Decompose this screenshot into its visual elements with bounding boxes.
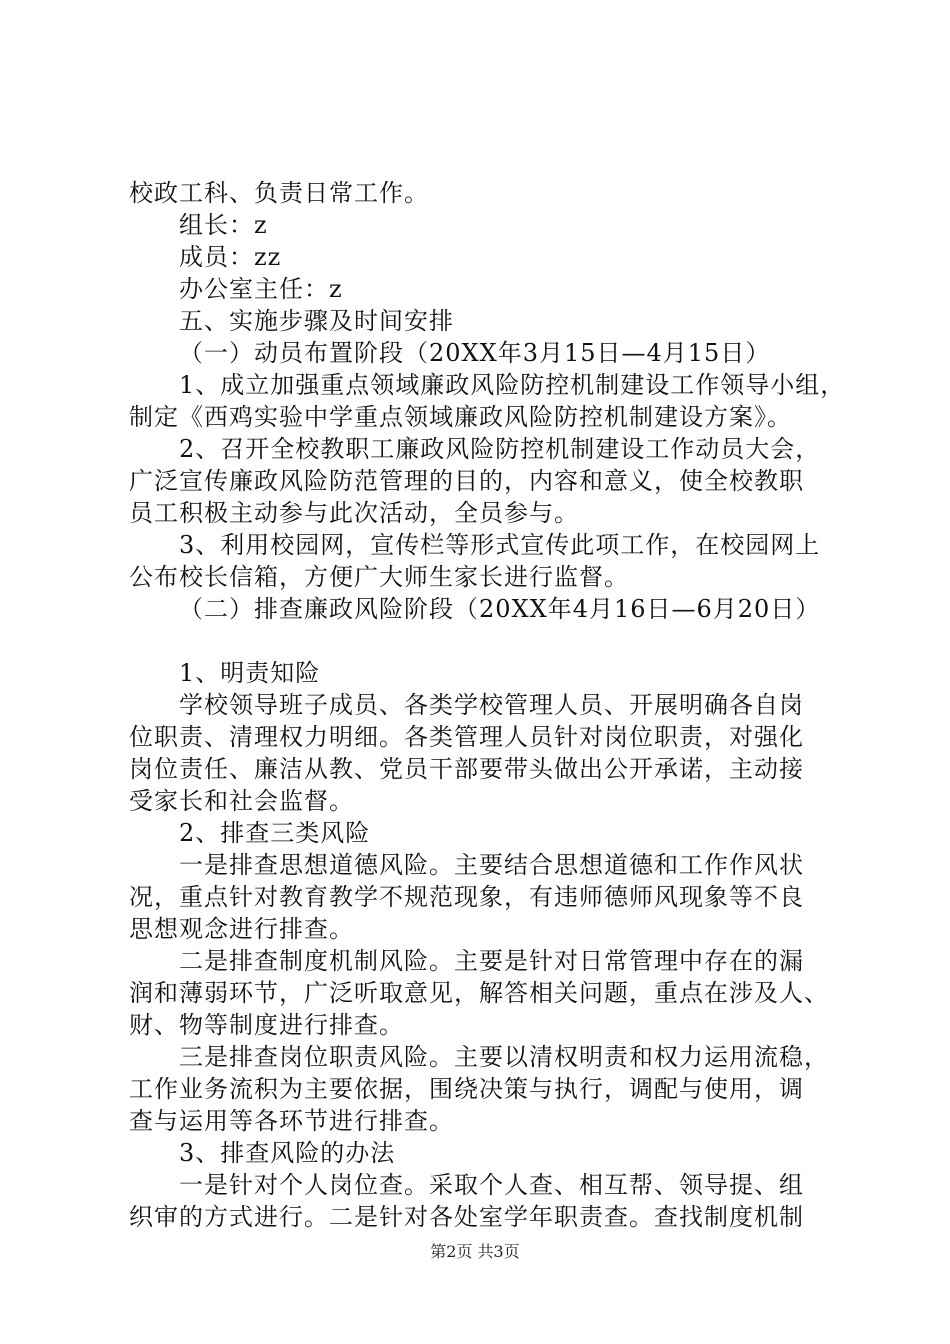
text-line: 1、明责知险 [179,659,321,687]
text-line: 1、成立加强重点领域廉政风险防控机制建设工作领导小组， [179,371,846,399]
text-line: 公布校长信箱，方便广大师生家长进行监督。 [129,563,629,591]
text-line: 制定《西鸡实验中学重点领域廉政风险防控机制建设方案》。 [129,403,792,431]
section-heading: 五、实施步骤及时间安排 [179,307,454,335]
text-line: 工作业务流积为主要依据，围绕决策与执行，调配与使用，调 [129,1075,804,1103]
subsection-heading: （二）排查廉政风险阶段（20XX年4月16日—6月20日） [179,595,821,623]
text-line: 3、排查风险的办法 [179,1139,396,1167]
text-line: 财、物等制度进行排查。 [129,1011,404,1039]
text-line: 员工积极主动参与此次活动，全员参与。 [129,499,579,527]
text-line: 思想观念进行排查。 [129,915,354,943]
text-line: 查与运用等各环节进行排查。 [129,1107,454,1135]
page-number-label: 第2页 共3页 [430,1242,520,1261]
text-line: 学校领导班子成员、各类学校管理人员、开展明确各自岗 [179,691,804,719]
text-line: 广泛宣传廉政风险防范管理的目的，内容和意义，使全校教职 [129,467,804,495]
text-line: 一是排查思想道德风险。主要结合思想道德和工作作风状 [179,851,804,879]
text-line: 况，重点针对教育教学不规范现象，有违师德师风现象等不良 [129,883,804,911]
text-line: 组长：z [179,211,268,239]
text-line: 校政工科、负责日常工作。 [129,179,429,207]
text-line: 二是排查制度机制风险。主要是针对日常管理中存在的漏 [179,947,804,975]
text-line: 成员：zz [179,243,282,271]
page-footer [0,1242,950,1262]
text-line: 位职责、清理权力明细。各类管理人员针对岗位职责，对强化 [129,723,804,751]
text-line: 2、排查三类风险 [179,819,371,847]
text-line: 2、召开全校教职工廉政风险防控机制建设工作动员大会， [179,435,821,463]
text-line: 岗位责任、廉洁从教、党员干部要带头做出公开承诺，主动接 [129,755,804,783]
subsection-heading: （一）动员布置阶段（20XX年3月15日—4月15日） [179,339,771,367]
text-line: 3、利用校园网，宣传栏等形式宣传此项工作，在校园网上 [179,531,821,559]
text-line: 受家长和社会监督。 [129,787,354,815]
text-line: 办公室主任：z [179,275,343,303]
text-line: 一是针对个人岗位查。采取个人查、相互帮、领导提、组 [179,1171,804,1199]
text-line: 润和薄弱环节，广泛听取意见，解答相关问题，重点在涉及人、 [129,979,829,1007]
text-line: 织审的方式进行。二是针对各处室学年职责查。查找制度机制 [129,1203,804,1231]
text-line: 三是排查岗位职责风险。主要以清权明责和权力运用流稳， [179,1043,829,1071]
